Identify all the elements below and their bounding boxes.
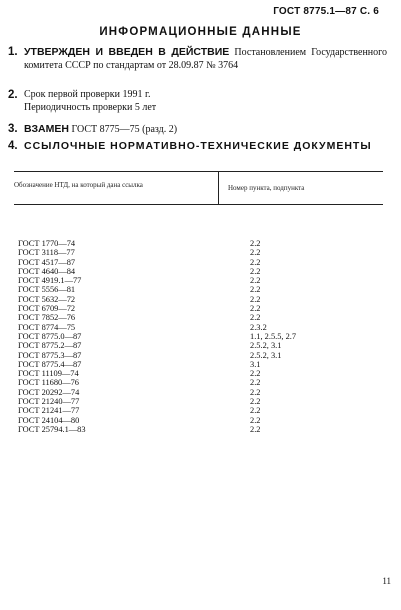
clause-cell: 2.2 [250, 369, 261, 379]
document-cell: ГОСТ 8774—75 [18, 322, 76, 332]
document-cell: ГОСТ 4517—87 [18, 257, 76, 267]
table-row [18, 295, 358, 304]
section-number: 3. [8, 123, 18, 135]
column-header-clause: Номер пункта, подпункта [228, 184, 305, 192]
document-cell: ГОСТ 11109—74 [18, 369, 79, 379]
table-row [18, 332, 358, 341]
clause-cell: 2.2 [250, 424, 261, 434]
clause-cell: 2.2 [250, 257, 261, 267]
table-row [18, 369, 358, 378]
section-text: Постановлением Государственного комитета СССР по стандартам от 28.09.87 № 3764 [24, 47, 388, 71]
clause-cell: 2.2 [250, 239, 261, 248]
document-cell: ГОСТ 8775.0—87 [18, 331, 82, 341]
section-line: Срок первой проверки 1991 г. [24, 89, 151, 100]
table-row [18, 388, 358, 397]
reference-table-header [14, 171, 383, 205]
clause-cell: 2.2 [250, 415, 261, 425]
standard-code-header: ГОСТ 8775.1—87 С. 6 [273, 6, 379, 17]
clause-cell: 2.5.2, 3.1 [250, 350, 282, 360]
column-header-document: Обозначение НТД, на который дана ссылка [14, 181, 143, 189]
section-number: 4. [8, 140, 18, 152]
page-number: 11 [382, 576, 391, 586]
section-number: 2. [8, 89, 18, 101]
section-replaces [8, 123, 387, 137]
document-cell: ГОСТ 1770—74 [18, 239, 76, 248]
clause-cell: 2.2 [250, 378, 261, 388]
document-cell: ГОСТ 7852—76 [18, 313, 76, 323]
table-row [18, 258, 358, 267]
clause-cell: 2.2 [250, 313, 261, 323]
document-cell: ГОСТ 4919.1—77 [18, 276, 82, 286]
document-cell: ГОСТ 5556—81 [18, 285, 76, 295]
document-cell: ГОСТ 11680—76 [18, 378, 79, 388]
page-title: ИНФОРМАЦИОННЫЕ ДАННЫЕ [99, 26, 302, 38]
table-row [18, 378, 358, 387]
table-row [18, 304, 358, 313]
document-cell: ГОСТ 8775.2—87 [18, 341, 82, 351]
document-cell: ГОСТ 24104—80 [18, 415, 80, 425]
document-cell: ГОСТ 20292—74 [18, 387, 80, 397]
document-cell: ГОСТ 3118—77 [18, 248, 75, 258]
table-row [18, 323, 358, 332]
document-cell: ГОСТ 8775.3—87 [18, 350, 82, 360]
section-lead: УТВЕРЖДЕН И ВВЕДЕН В ДЕЙСТВИЕ [24, 46, 230, 58]
table-row [18, 248, 358, 257]
document-cell: ГОСТ 5632—72 [18, 294, 76, 304]
clause-cell: 2.5.2, 3.1 [250, 341, 282, 351]
clause-cell: 3.1 [250, 359, 261, 369]
clause-cell: 2.2 [250, 406, 261, 416]
clause-cell: 2.2 [250, 248, 261, 258]
section-review-period [8, 89, 387, 114]
clause-cell: 2.2 [250, 387, 261, 397]
section-text: ГОСТ 8775—75 (разд. 2) [71, 124, 178, 135]
table-row [18, 406, 358, 415]
table-row [18, 397, 358, 406]
clause-cell: 2.2 [250, 276, 261, 286]
table-row [18, 267, 358, 276]
table-row [18, 360, 358, 369]
table-row [18, 276, 358, 285]
document-cell: ГОСТ 6709—72 [18, 304, 76, 314]
clause-cell: 2.2 [250, 294, 261, 304]
clause-cell: 2.3.2 [250, 322, 267, 332]
clause-cell: 2.2 [250, 266, 261, 276]
reference-table-body [18, 239, 358, 434]
section-number: 1. [8, 46, 18, 58]
document-cell: ГОСТ 8775.4—87 [18, 359, 82, 369]
table-row [18, 425, 358, 434]
clause-cell: 2.2 [250, 397, 261, 407]
section-lead: ВЗАМЕН [24, 123, 69, 135]
clause-cell: 1.1, 2.5.5, 2.7 [250, 331, 297, 341]
table-row [18, 313, 358, 322]
clause-cell: 2.2 [250, 304, 261, 314]
section-line: Периодичность проверки 5 лет [24, 101, 157, 113]
document-cell: ГОСТ 21241—77 [18, 406, 80, 416]
section-lead: ССЫЛОЧНЫЕ НОРМАТИВНО-ТЕХНИЧЕСКИЕ ДОКУМЕНТЫ [24, 140, 372, 152]
table-row [18, 416, 358, 425]
clause-cell: 2.2 [250, 285, 261, 295]
table-row [18, 341, 358, 350]
document-cell: ГОСТ 25794.1—83 [18, 424, 86, 434]
column-divider [218, 172, 219, 204]
section-approved [8, 46, 387, 72]
table-row [18, 285, 358, 294]
document-cell: ГОСТ 4640—84 [18, 266, 76, 276]
document-cell: ГОСТ 21240—77 [18, 397, 80, 407]
table-row [18, 351, 358, 360]
table-row [18, 239, 358, 248]
section-references [8, 140, 387, 153]
